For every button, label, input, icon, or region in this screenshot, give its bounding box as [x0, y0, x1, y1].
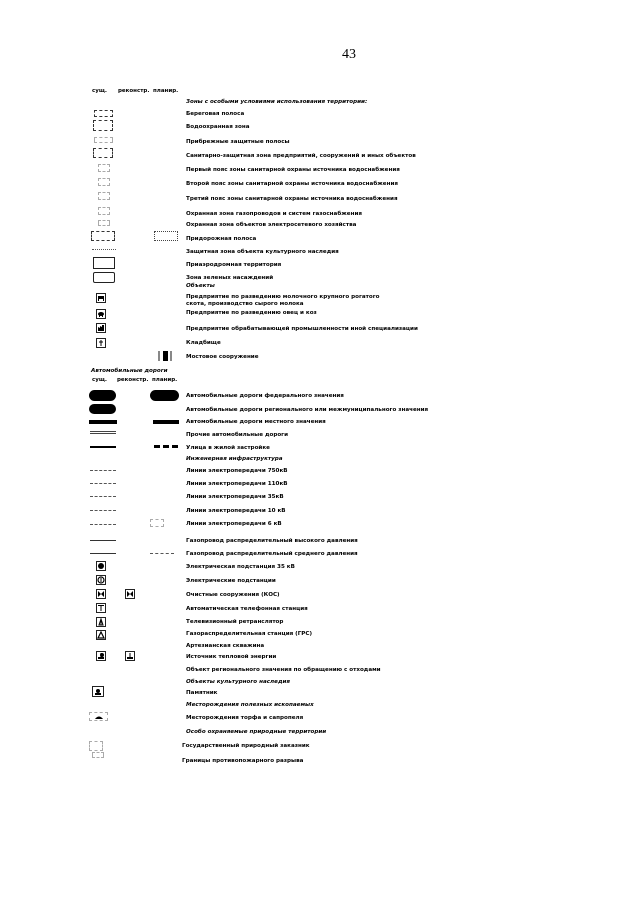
bridge-icon: [158, 351, 172, 361]
shoreline-strip-symbol: [94, 110, 113, 117]
roadside-strip-planned-symbol: [154, 231, 178, 241]
substation-icon: [96, 575, 106, 585]
section-zones: Зоны с особыми условиями использования территории:: [186, 99, 368, 105]
legend-label: Придорожная полоса: [186, 236, 257, 242]
powerline-750-symbol: [90, 470, 116, 471]
legend-label: Очистные сооружения (КОС): [186, 592, 280, 598]
substation-35-icon: [96, 561, 106, 571]
column-header-existing: сущ.: [92, 88, 108, 94]
legend-label: Предприятие обрабатывающей промышленности иной специализации: [186, 326, 418, 332]
legend-label: Артезианская скважина: [186, 643, 265, 649]
legend-label: Охранная зона газопроводов и систем газоснабжения: [186, 211, 362, 217]
local-road-existing-symbol: [89, 420, 117, 424]
legend-label: Газопровод распределительный высокого давления: [186, 538, 358, 544]
gas-medium-pressure-planned-symbol: [150, 553, 174, 554]
legend-label: Зона зеленых насаждений: [186, 275, 274, 281]
legend-label: Линии электропередачи 35кВ: [186, 494, 284, 500]
heritage-protection-zone-symbol: [92, 249, 116, 250]
legend-label: Защитная зона объекта культурного наследия: [186, 249, 339, 255]
sanitary-protection-zone-symbol: [93, 148, 113, 158]
legend-label: Второй пояс зоны санитарной охраны источника водоснабжения: [186, 181, 398, 187]
powerline-35-symbol: [90, 496, 116, 497]
legend-label: Мостовое сооружение: [186, 354, 259, 360]
regional-road-symbol: [89, 404, 116, 414]
legend-label: Линии электропередачи 10 кВ: [186, 508, 286, 514]
federal-road-existing-symbol: [89, 390, 116, 401]
legend-label: Источник тепловой энергии: [186, 654, 277, 660]
legend-label: Прибрежные защитные полосы: [186, 139, 290, 145]
powerline-6-planned-symbol: [150, 519, 164, 527]
monument-icon: [92, 686, 104, 697]
gas-station-icon: [96, 630, 106, 640]
legend-label: Предприятие по разведению овец и коз: [186, 310, 317, 316]
column-header-planned-roads: планир.: [152, 377, 178, 383]
water-protection-zone-symbol: [93, 120, 113, 131]
legend-label: Границы противопожарного разрыва: [182, 758, 304, 764]
legend-label: Телевизионный ретранслятор: [186, 619, 284, 625]
legend-label: Санитарно-защитная зона предприятий, сооружений и иных объектов: [186, 153, 416, 159]
legend-label: Линии электропередачи 6 кВ: [186, 521, 282, 527]
powerline-110-symbol: [90, 483, 116, 484]
column-header-reconstruction-roads: реконстр.: [117, 377, 149, 383]
cemetery-icon: [96, 338, 106, 348]
section-deposits: Месторождения полезных ископаемых: [186, 702, 314, 708]
legend-label: Водоохранная зона: [186, 124, 250, 130]
heat-source-reconstruction-icon: [125, 651, 135, 661]
peat-deposit-icon: [89, 712, 108, 721]
treatment-facility-existing-icon: [96, 589, 106, 599]
legend-label: Первый пояс зоны санитарной охраны источника водоснабжения: [186, 167, 400, 173]
gas-protection-zone-symbol: [98, 207, 110, 215]
column-header-reconstruction: реконстр.: [118, 88, 150, 94]
sanitary-belt-3-symbol: [98, 192, 110, 200]
green-zone-symbol: [93, 272, 115, 283]
legend-label: Газораспределительная станция (ГРС): [186, 631, 313, 637]
sanitary-belt-1-symbol: [98, 164, 110, 172]
legend-label: Государственный природный заказник: [182, 743, 310, 749]
legend-label: Приаэродромная территория: [186, 262, 282, 268]
legend-label: Предприятие по разведению молочного крупного рогатого скота, производство сырого молока: [186, 294, 380, 307]
powerline-6-symbol: [90, 524, 116, 525]
heat-source-existing-icon: [96, 651, 106, 661]
street-planned-symbol: [154, 445, 178, 448]
legend-label: Береговая полоса: [186, 111, 245, 117]
airfield-territory-symbol: [93, 257, 115, 269]
section-roads: Автомобильные дороги: [91, 368, 168, 374]
firebreak-boundary-symbol: [92, 752, 104, 758]
page-number: 43: [342, 47, 356, 62]
legend-label: Автомобильные дороги местного значения: [186, 419, 326, 425]
dairy-farm-icon: [96, 293, 106, 303]
section-protected: Особо охраняемые природные территории: [186, 729, 327, 735]
legend-label: Третий пояс зоны санитарной охраны источника водоснабжения: [186, 196, 398, 202]
legend-label: Электрическая подстанция 35 кВ: [186, 564, 295, 570]
section-engineering: Инженерная инфраструктура: [186, 456, 283, 462]
artesian-well-icon: [99, 643, 105, 649]
legend-label: Объект регионального значения по обращению с отходами: [186, 667, 381, 673]
treatment-facility-reconstruction-icon: [125, 589, 135, 599]
federal-road-planned-symbol: [150, 390, 179, 401]
column-header-existing-roads: сущ.: [92, 377, 108, 383]
factory-icon: [96, 323, 106, 333]
nature-reserve-symbol: [89, 741, 103, 751]
legend-label: Газопровод распределительный среднего давления: [186, 551, 358, 557]
telephone-exchange-icon: [96, 603, 106, 613]
local-road-planned-symbol: [153, 420, 179, 424]
powerline-10-symbol: [90, 510, 116, 511]
power-grid-protection-zone-symbol: [98, 220, 110, 226]
gas-high-pressure-symbol: [90, 540, 116, 541]
sanitary-belt-2-symbol: [98, 178, 110, 186]
legend-label: Линии электропередачи 750кВ: [186, 468, 288, 474]
legend-label: Линии электропередачи 110кВ: [186, 481, 288, 487]
legend-label: Электрические подстанции: [186, 578, 276, 584]
roadside-strip-existing-symbol: [91, 231, 115, 241]
legend-label: Памятник: [186, 690, 218, 696]
coastal-protective-strip-symbol: [94, 137, 113, 143]
legend-label: Автомобильные дороги федерального значения: [186, 393, 344, 399]
legend-label: Прочие автомобильные дороги: [186, 432, 289, 438]
legend-label: Улица в жилой застройке: [186, 445, 270, 451]
column-header-planned: планир.: [153, 88, 179, 94]
other-road-symbol: [90, 431, 116, 434]
legend-label: Месторождения торфа и сапропеля: [186, 715, 304, 721]
section-objects: Объекты: [186, 283, 215, 289]
legend-label: Кладбище: [186, 340, 221, 346]
section-heritage: Объекты культурного наследия: [186, 679, 290, 685]
sheep-farm-icon: [96, 309, 106, 319]
tv-relay-icon: [96, 617, 106, 627]
legend-label: Автомобильные дороги регионального или межмуниципального значения: [186, 407, 429, 413]
gas-medium-pressure-existing-symbol: [90, 553, 116, 554]
street-existing-symbol: [90, 446, 116, 448]
legend-label: Охранная зона объектов электросетевого хозяйства: [186, 222, 357, 228]
legend-label: Автоматическая телефонная станция: [186, 606, 308, 612]
